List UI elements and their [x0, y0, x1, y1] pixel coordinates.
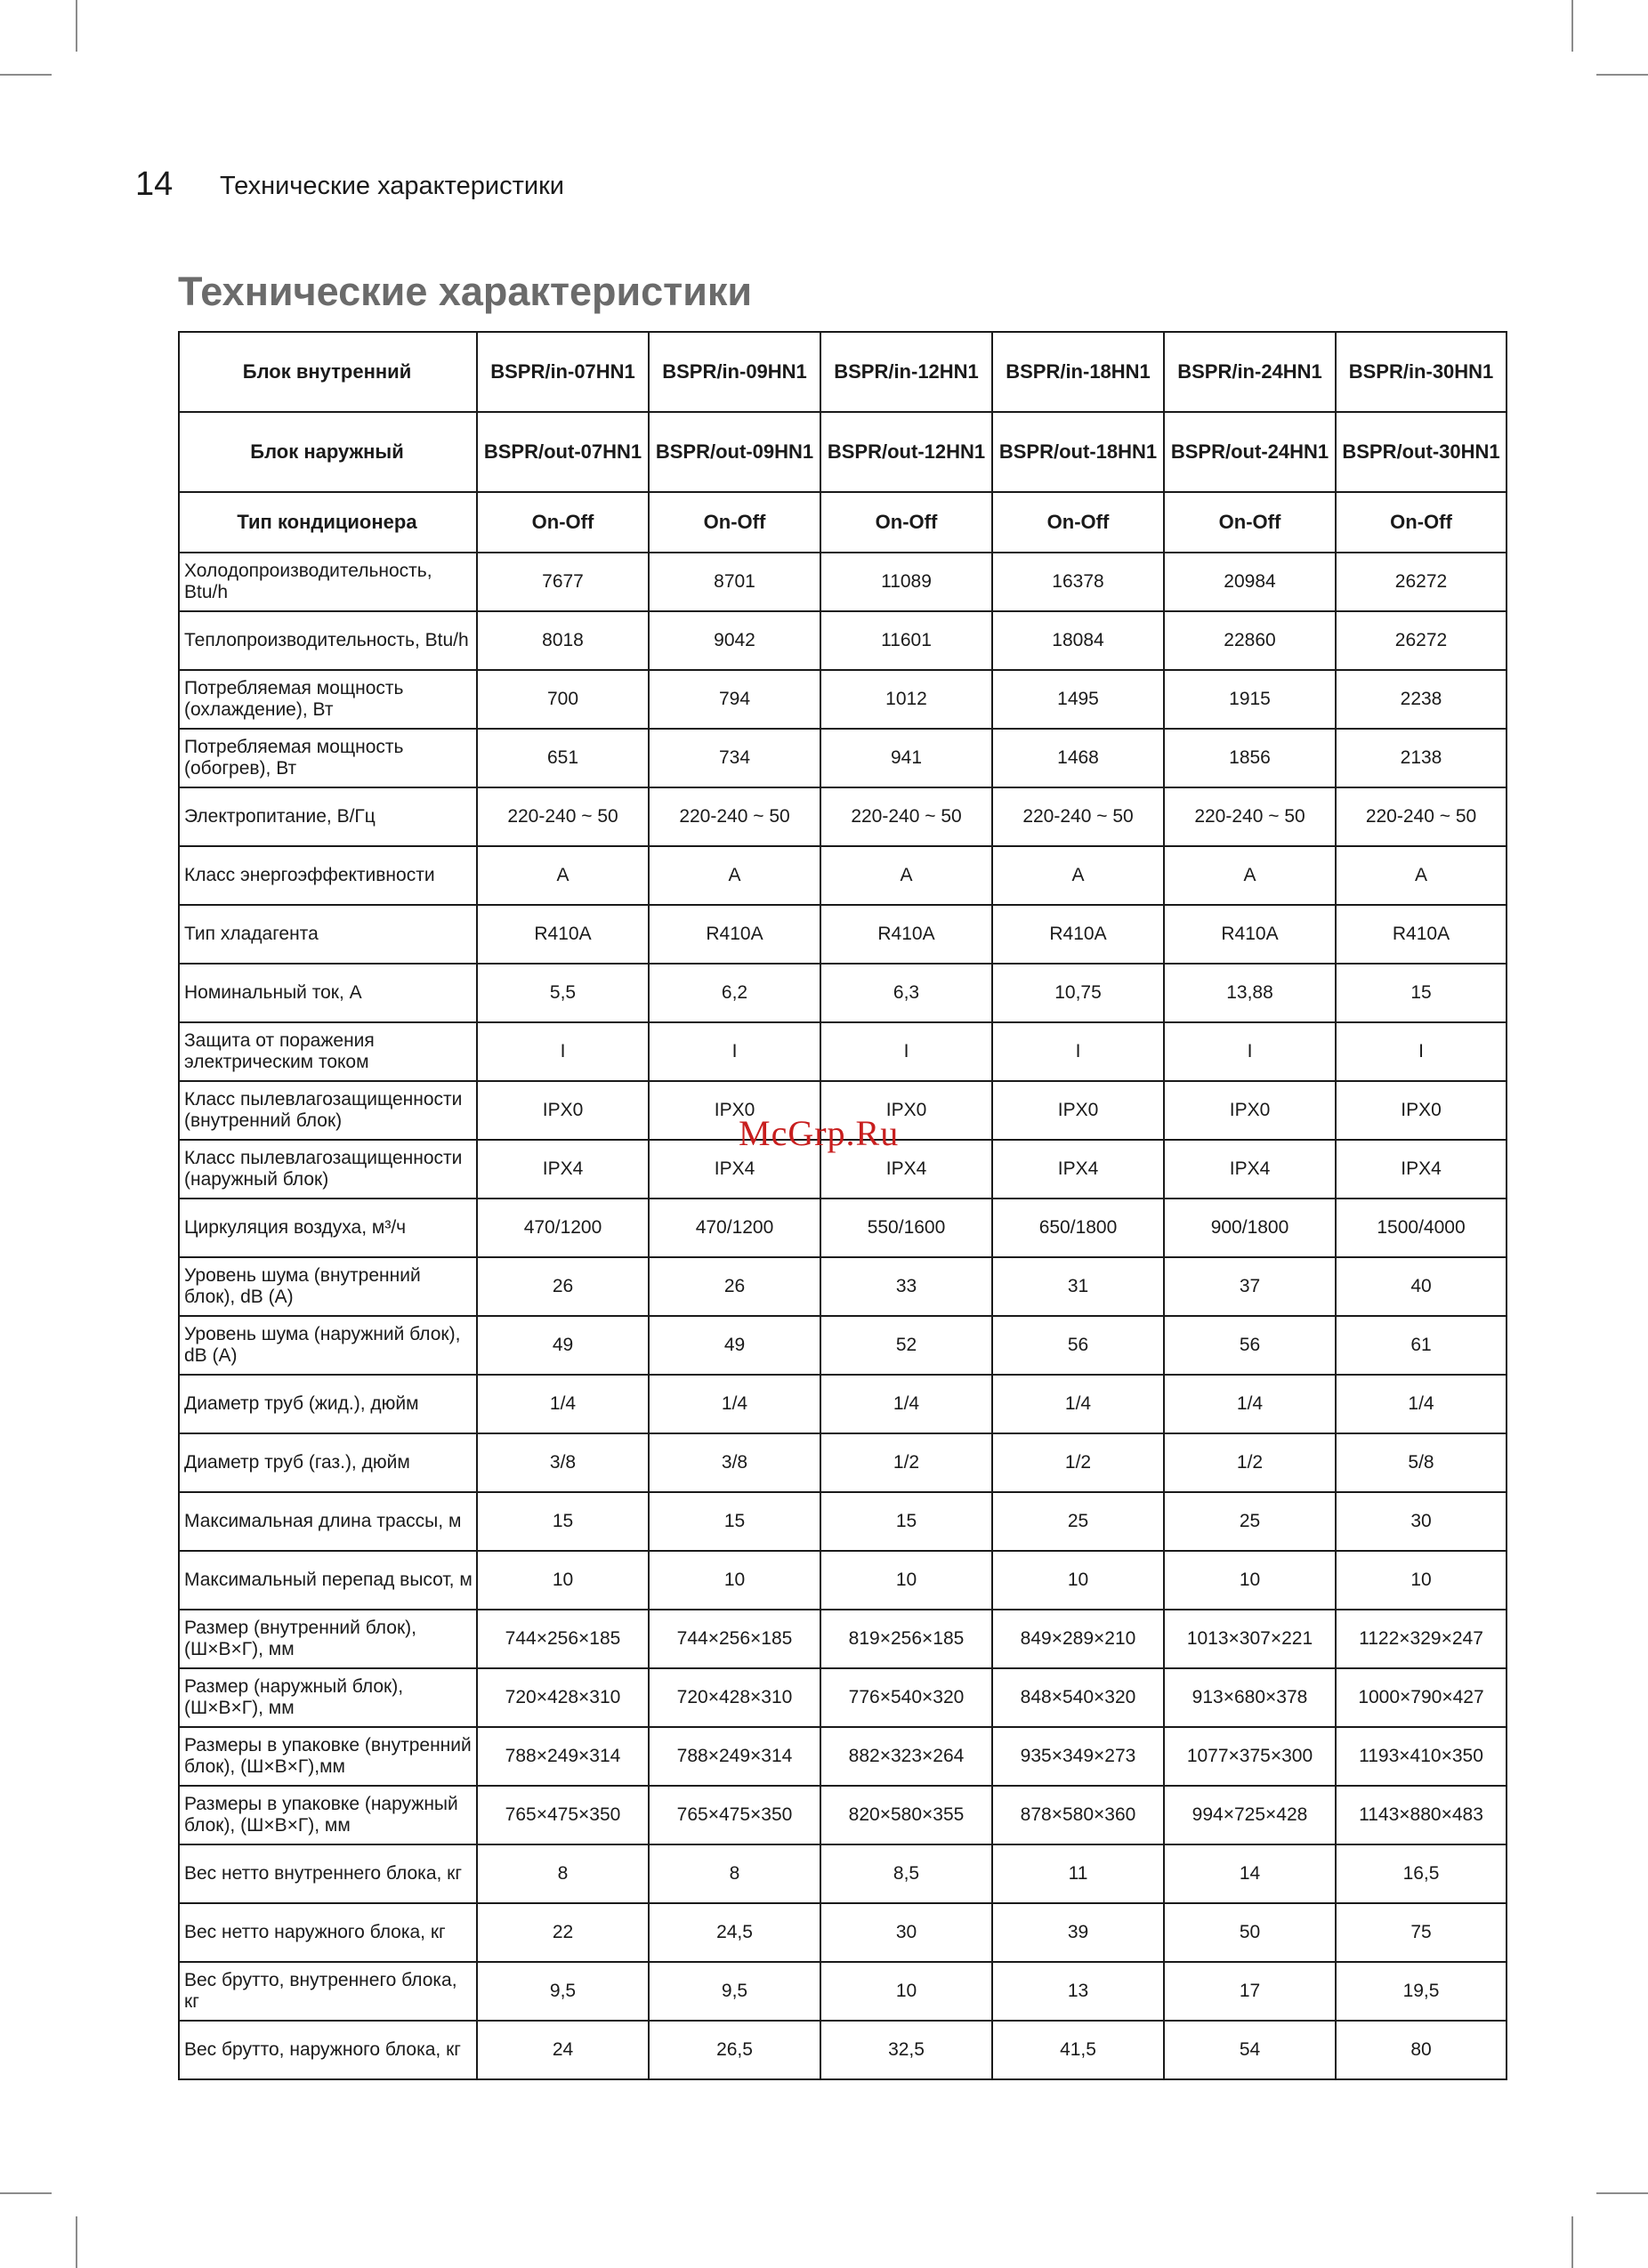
row-label: Максимальный перепад высот, м	[179, 1551, 477, 1610]
table-cell: IPX0	[649, 1081, 820, 1140]
table-row	[179, 1610, 1507, 1668]
table-cell: 819×256×185	[820, 1610, 992, 1668]
table-cell: 1/2	[992, 1433, 1164, 1492]
table-cell: 848×540×320	[992, 1668, 1164, 1727]
table-cell: IPX0	[1164, 1081, 1336, 1140]
table-cell: BSPR/in-30HN1	[1336, 332, 1507, 412]
table-cell: 1915	[1164, 670, 1336, 729]
table-cell: 20984	[1164, 553, 1336, 611]
table-cell: 18084	[992, 611, 1164, 670]
table-cell: 10	[477, 1551, 649, 1610]
table-cell: 913×680×378	[1164, 1668, 1336, 1727]
table-cell: 765×475×350	[477, 1786, 649, 1844]
table-cell: 41,5	[992, 2021, 1164, 2079]
table-cell: 10	[820, 1962, 992, 2021]
table-cell: 22860	[1164, 611, 1336, 670]
table-cell: 935×349×273	[992, 1727, 1164, 1786]
table-row	[179, 1551, 1507, 1610]
table-cell: 61	[1336, 1316, 1507, 1375]
table-cell: 220-240 ~ 50	[820, 787, 992, 846]
table-cell: 39	[992, 1903, 1164, 1962]
table-row	[179, 1316, 1507, 1375]
table-cell: 1013×307×221	[1164, 1610, 1336, 1668]
table-cell: I	[1336, 1022, 1507, 1081]
table-cell: R410A	[477, 905, 649, 964]
table-row	[179, 1375, 1507, 1433]
row-label: Блок внутренний	[179, 332, 477, 412]
table-cell: 8	[477, 1844, 649, 1903]
table-cell: A	[820, 846, 992, 905]
table-row	[179, 787, 1507, 846]
table-cell: 220-240 ~ 50	[1336, 787, 1507, 846]
table-cell: 900/1800	[1164, 1199, 1336, 1257]
table-cell: 794	[649, 670, 820, 729]
crop-mark	[0, 2192, 52, 2194]
table-cell: 15	[649, 1492, 820, 1551]
table-cell: 650/1800	[992, 1199, 1164, 1257]
table-row	[179, 1668, 1507, 1727]
table-cell: I	[1164, 1022, 1336, 1081]
table-cell: R410A	[1336, 905, 1507, 964]
table-cell: 470/1200	[477, 1199, 649, 1257]
table-cell: A	[1336, 846, 1507, 905]
row-label: Электропитание, В/Гц	[179, 787, 477, 846]
table-cell: 37	[1164, 1257, 1336, 1316]
table-cell: 882×323×264	[820, 1727, 992, 1786]
row-label: Номинальный ток, А	[179, 964, 477, 1022]
table-cell: BSPR/out-07HN1	[477, 412, 649, 492]
table-row	[179, 1727, 1507, 1786]
table-cell: 700	[477, 670, 649, 729]
table-cell: 52	[820, 1316, 992, 1375]
table-cell: 80	[1336, 2021, 1507, 2079]
table-row	[179, 1199, 1507, 1257]
table-cell: 9042	[649, 611, 820, 670]
table-cell: 25	[992, 1492, 1164, 1551]
conditioner-type-row	[179, 492, 1507, 553]
table-cell: 10	[649, 1551, 820, 1610]
crop-mark	[1596, 74, 1648, 76]
table-cell: 1000×790×427	[1336, 1668, 1507, 1727]
specifications-table-body	[179, 332, 1507, 2079]
table-cell: R410A	[1164, 905, 1336, 964]
row-label: Тип кондиционера	[179, 492, 477, 553]
table-row	[179, 1903, 1507, 1962]
row-label: Холодопроизводительность, Btu/h	[179, 553, 477, 611]
table-cell: 1468	[992, 729, 1164, 787]
crop-mark	[0, 74, 52, 76]
indoor-unit-row	[179, 332, 1507, 412]
table-cell: 8018	[477, 611, 649, 670]
table-cell: 788×249×314	[649, 1727, 820, 1786]
table-cell: 776×540×320	[820, 1668, 992, 1727]
table-row	[179, 1492, 1507, 1551]
table-cell: 941	[820, 729, 992, 787]
row-label: Вес брутто, наружного блока, кг	[179, 2021, 477, 2079]
table-cell: 1/4	[820, 1375, 992, 1433]
table-cell: 49	[649, 1316, 820, 1375]
table-cell: On-Off	[1336, 492, 1507, 553]
table-cell: 1856	[1164, 729, 1336, 787]
table-cell: 15	[820, 1492, 992, 1551]
table-row	[179, 1962, 1507, 2021]
row-label: Диаметр труб (газ.), дюйм	[179, 1433, 477, 1492]
row-label: Защита от поражения электрическим током	[179, 1022, 477, 1081]
table-cell: 26	[649, 1257, 820, 1316]
table-cell: 1500/4000	[1336, 1199, 1507, 1257]
table-cell: IPX4	[820, 1140, 992, 1199]
table-cell: R410A	[649, 905, 820, 964]
row-label: Диаметр труб (жид.), дюйм	[179, 1375, 477, 1433]
table-cell: 13,88	[1164, 964, 1336, 1022]
table-cell: BSPR/in-07HN1	[477, 332, 649, 412]
page-number: 14	[135, 165, 174, 203]
crop-mark	[76, 0, 77, 52]
table-row	[179, 1022, 1507, 1081]
table-cell: 25	[1164, 1492, 1336, 1551]
table-cell: A	[1164, 846, 1336, 905]
table-cell: A	[477, 846, 649, 905]
table-row	[179, 1786, 1507, 1844]
table-cell: 1077×375×300	[1164, 1727, 1336, 1786]
row-label: Вес нетто внутреннего блока, кг	[179, 1844, 477, 1903]
outdoor-unit-row	[179, 412, 1507, 492]
table-cell: IPX4	[649, 1140, 820, 1199]
table-cell: 16378	[992, 553, 1164, 611]
table-cell: 3/8	[477, 1433, 649, 1492]
table-cell: BSPR/out-30HN1	[1336, 412, 1507, 492]
table-cell: IPX0	[992, 1081, 1164, 1140]
table-cell: 26272	[1336, 611, 1507, 670]
table-cell: IPX4	[1336, 1140, 1507, 1199]
table-cell: 1122×329×247	[1336, 1610, 1507, 1668]
crop-mark	[76, 2216, 77, 2268]
table-cell: IPX4	[477, 1140, 649, 1199]
row-label: Размер (внутренний блок), (Ш×В×Г), мм	[179, 1610, 477, 1668]
table-cell: 9,5	[477, 1962, 649, 2021]
table-cell: 50	[1164, 1903, 1336, 1962]
table-cell: 40	[1336, 1257, 1507, 1316]
table-cell: 30	[1336, 1492, 1507, 1551]
row-label: Вес брутто, внутреннего блока, кг	[179, 1962, 477, 2021]
table-cell: 220-240 ~ 50	[1164, 787, 1336, 846]
table-cell: BSPR/out-24HN1	[1164, 412, 1336, 492]
table-cell: 13	[992, 1962, 1164, 2021]
row-label: Класс пылевлагозащищенности (внутренний блок)	[179, 1081, 477, 1140]
table-cell: 744×256×185	[477, 1610, 649, 1668]
row-label: Блок наружный	[179, 412, 477, 492]
table-cell: 10,75	[992, 964, 1164, 1022]
table-cell: 1012	[820, 670, 992, 729]
table-cell: I	[649, 1022, 820, 1081]
table-cell: 1/4	[1164, 1375, 1336, 1433]
table-cell: 220-240 ~ 50	[649, 787, 820, 846]
table-row	[179, 553, 1507, 611]
table-cell: 651	[477, 729, 649, 787]
table-cell: 26	[477, 1257, 649, 1316]
table-cell: 16,5	[1336, 1844, 1507, 1903]
table-cell: R410A	[992, 905, 1164, 964]
table-cell: 744×256×185	[649, 1610, 820, 1668]
table-cell: 7677	[477, 553, 649, 611]
table-cell: BSPR/in-18HN1	[992, 332, 1164, 412]
table-cell: 720×428×310	[649, 1668, 820, 1727]
table-cell: 8	[649, 1844, 820, 1903]
table-row	[179, 846, 1507, 905]
table-cell: 11089	[820, 553, 992, 611]
table-cell: 54	[1164, 2021, 1336, 2079]
table-cell: 11	[992, 1844, 1164, 1903]
table-cell: 1/4	[992, 1375, 1164, 1433]
specifications-table	[178, 331, 1507, 2080]
row-label: Уровень шума (внутренний блок), dB (A)	[179, 1257, 477, 1316]
table-cell: 1/4	[649, 1375, 820, 1433]
table-cell: On-Off	[820, 492, 992, 553]
table-cell: BSPR/in-24HN1	[1164, 332, 1336, 412]
row-label: Размеры в упаковке (внутренний блок), (Ш×В×Г),мм	[179, 1727, 477, 1786]
table-cell: 32,5	[820, 2021, 992, 2079]
table-cell: BSPR/out-12HN1	[820, 412, 992, 492]
table-row	[179, 670, 1507, 729]
table-cell: 26,5	[649, 2021, 820, 2079]
table-cell: 1/2	[820, 1433, 992, 1492]
table-cell: BSPR/out-09HN1	[649, 412, 820, 492]
table-cell: 75	[1336, 1903, 1507, 1962]
table-cell: 19,5	[1336, 1962, 1507, 2021]
table-cell: IPX0	[820, 1081, 992, 1140]
table-cell: BSPR/in-12HN1	[820, 332, 992, 412]
table-cell: 765×475×350	[649, 1786, 820, 1844]
table-cell: 15	[477, 1492, 649, 1551]
section-title: Технические характеристики	[178, 269, 753, 314]
row-label: Циркуляция воздуха, м³/ч	[179, 1199, 477, 1257]
table-cell: On-Off	[1164, 492, 1336, 553]
table-cell: I	[477, 1022, 649, 1081]
crop-mark	[1596, 2192, 1648, 2194]
table-cell: 10	[1336, 1551, 1507, 1610]
row-label: Потребляемая мощность (обогрев), Вт	[179, 729, 477, 787]
row-label: Тип хладагента	[179, 905, 477, 964]
table-cell: 720×428×310	[477, 1668, 649, 1727]
table-cell: 2238	[1336, 670, 1507, 729]
table-cell: 8701	[649, 553, 820, 611]
table-cell: 26272	[1336, 553, 1507, 611]
row-label: Максимальная длина трассы, м	[179, 1492, 477, 1551]
table-cell: 24	[477, 2021, 649, 2079]
table-cell: 49	[477, 1316, 649, 1375]
table-cell: 14	[1164, 1844, 1336, 1903]
table-cell: BSPR/out-18HN1	[992, 412, 1164, 492]
row-label: Вес нетто наружного блока, кг	[179, 1903, 477, 1962]
crop-mark	[1571, 2216, 1573, 2268]
watermark: McGrp.Ru	[739, 1113, 900, 1153]
table-row	[179, 964, 1507, 1022]
table-cell: 550/1600	[820, 1199, 992, 1257]
table-cell: IPX4	[1164, 1140, 1336, 1199]
table-row	[179, 1257, 1507, 1316]
table-cell: 1/2	[1164, 1433, 1336, 1492]
table-cell: R410A	[820, 905, 992, 964]
table-cell: 1/4	[477, 1375, 649, 1433]
table-cell: 220-240 ~ 50	[477, 787, 649, 846]
table-row	[179, 1433, 1507, 1492]
table-cell: 15	[1336, 964, 1507, 1022]
table-cell: 8,5	[820, 1844, 992, 1903]
table-cell: 10	[1164, 1551, 1336, 1610]
table-cell: 788×249×314	[477, 1727, 649, 1786]
table-cell: 5,5	[477, 964, 649, 1022]
row-label: Уровень шума (наружний блок), dB (A)	[179, 1316, 477, 1375]
table-cell: 56	[992, 1316, 1164, 1375]
table-cell: 1/4	[1336, 1375, 1507, 1433]
table-cell: 1495	[992, 670, 1164, 729]
table-cell: 10	[992, 1551, 1164, 1610]
table-cell: 22	[477, 1903, 649, 1962]
table-cell: 11601	[820, 611, 992, 670]
table-cell: 220-240 ~ 50	[992, 787, 1164, 846]
table-cell: 17	[1164, 1962, 1336, 2021]
crop-mark	[1571, 0, 1573, 52]
row-label: Размер (наружный блок), (Ш×В×Г), мм	[179, 1668, 477, 1727]
table-cell: 5/8	[1336, 1433, 1507, 1492]
table-cell: 10	[820, 1551, 992, 1610]
table-cell: On-Off	[477, 492, 649, 553]
table-cell: 734	[649, 729, 820, 787]
table-cell: 1143×880×483	[1336, 1786, 1507, 1844]
running-title: Технические характеристики	[220, 172, 564, 200]
row-label: Теплопроизводительность, Btu/h	[179, 611, 477, 670]
table-row	[179, 1844, 1507, 1903]
table-cell: 1193×410×350	[1336, 1727, 1507, 1786]
table-cell: 820×580×355	[820, 1786, 992, 1844]
table-cell: 994×725×428	[1164, 1786, 1336, 1844]
table-cell: 24,5	[649, 1903, 820, 1962]
table-cell: 30	[820, 1903, 992, 1962]
table-row	[179, 729, 1507, 787]
table-cell: 3/8	[649, 1433, 820, 1492]
table-cell: On-Off	[649, 492, 820, 553]
table-row	[179, 905, 1507, 964]
table-cell: IPX0	[1336, 1081, 1507, 1140]
table-cell: 6,3	[820, 964, 992, 1022]
table-cell: A	[992, 846, 1164, 905]
table-cell: 2138	[1336, 729, 1507, 787]
table-cell: 56	[1164, 1316, 1336, 1375]
table-cell: A	[649, 846, 820, 905]
table-cell: 33	[820, 1257, 992, 1316]
table-cell: IPX0	[477, 1081, 649, 1140]
table-cell: 31	[992, 1257, 1164, 1316]
table-cell: I	[992, 1022, 1164, 1081]
table-cell: IPX4	[992, 1140, 1164, 1199]
table-cell: I	[820, 1022, 992, 1081]
row-label: Класс пылевлагозащищенности (наружный блок)	[179, 1140, 477, 1199]
table-cell: On-Off	[992, 492, 1164, 553]
table-cell: 6,2	[649, 964, 820, 1022]
table-cell: 878×580×360	[992, 1786, 1164, 1844]
row-label: Размеры в упаковке (наружный блок), (Ш×В×Г), мм	[179, 1786, 477, 1844]
row-label: Класс энергоэффективности	[179, 846, 477, 905]
table-cell: 9,5	[649, 1962, 820, 2021]
table-cell: 470/1200	[649, 1199, 820, 1257]
table-cell: BSPR/in-09HN1	[649, 332, 820, 412]
table-cell: 849×289×210	[992, 1610, 1164, 1668]
row-label: Потребляемая мощность (охлаждение), Вт	[179, 670, 477, 729]
table-row	[179, 2021, 1507, 2079]
table-row	[179, 611, 1507, 670]
